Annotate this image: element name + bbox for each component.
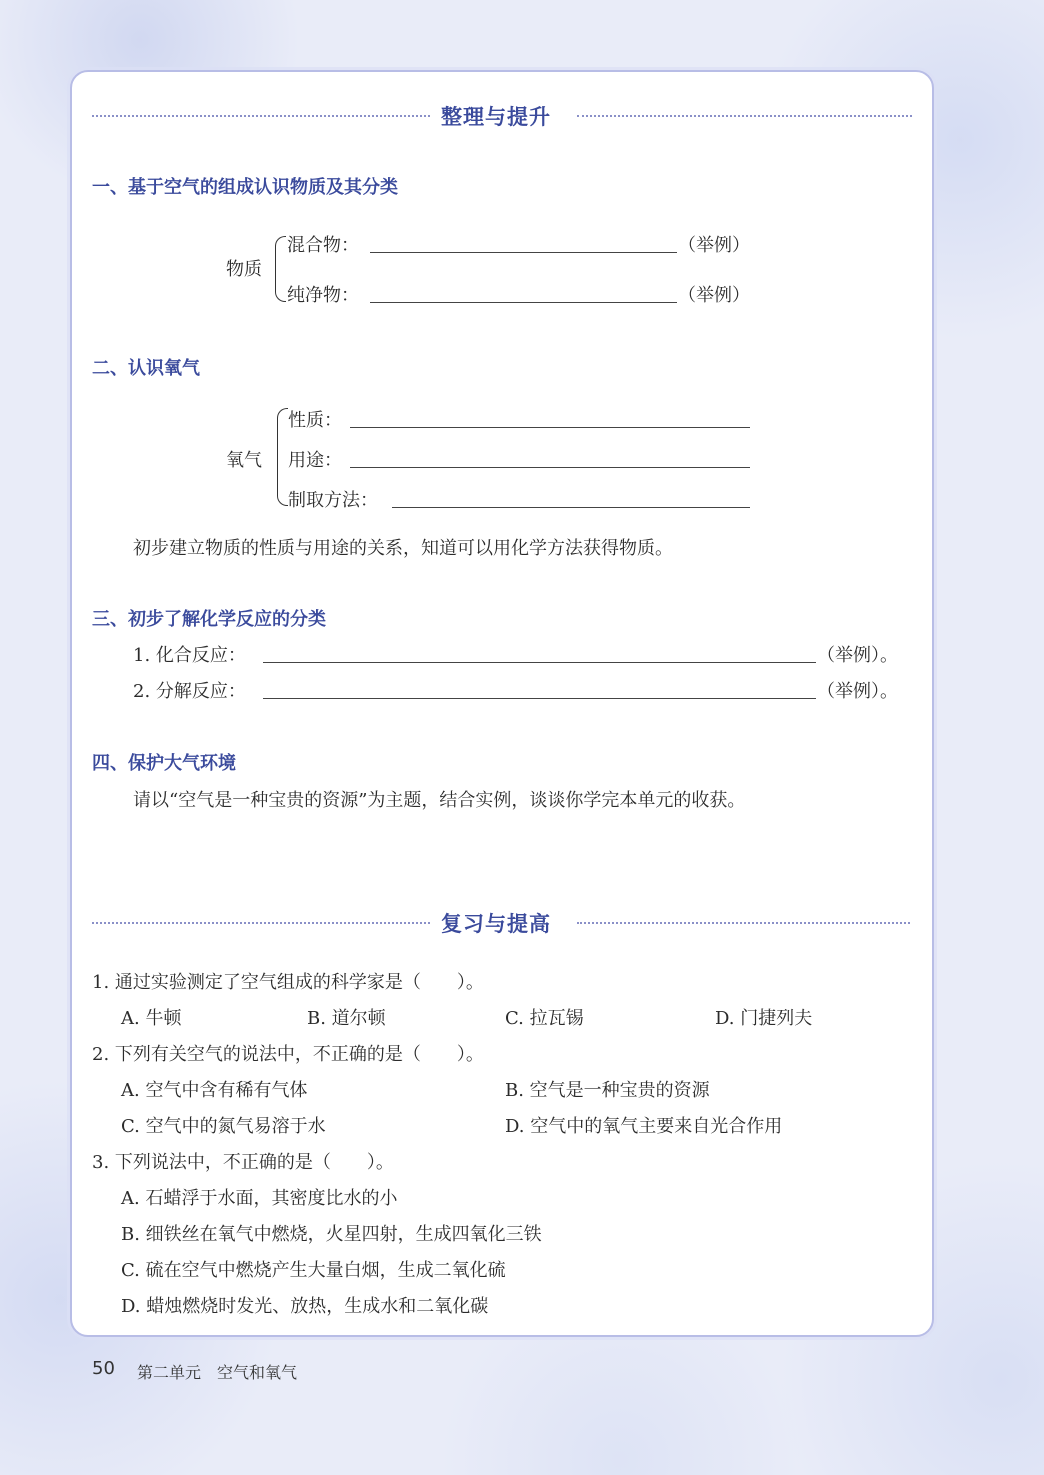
substance-label: 物质 xyxy=(226,259,262,280)
question-2-option-a[interactable]: A. 空气中含有稀有气体 xyxy=(121,1080,308,1101)
substance-brace xyxy=(275,236,286,302)
question-2-option-d[interactable]: D. 空气中的氧气主要来自光合作用 xyxy=(505,1116,783,1137)
section-title-summary: 整理与提升 xyxy=(441,105,551,129)
oxygen-method-label: 制取方法： xyxy=(288,490,378,511)
question-3-option-c[interactable]: C. 硫在空气中燃烧产生大量白烟，生成二氧化硫 xyxy=(121,1260,506,1281)
oxygen-use-blank[interactable] xyxy=(350,467,750,468)
heading-part-4: 四、保护大气环境 xyxy=(92,753,236,774)
oxygen-brace xyxy=(277,408,288,506)
essay-prompt: 请以“空气是一种宝贵的资源”为主题，结合实例，谈谈你学完本单元的收获。 xyxy=(133,790,746,811)
mixture-blank[interactable] xyxy=(370,252,677,253)
heading-part-2: 二、认识氧气 xyxy=(92,358,200,379)
title-divider-left xyxy=(92,115,430,117)
heading-part-3: 三、初步了解化学反应的分类 xyxy=(92,609,326,630)
reaction-decomposition-example: （举例）。 xyxy=(817,681,898,702)
page-number: 50 xyxy=(92,1358,115,1379)
mixture-example: （举例） xyxy=(678,235,750,256)
mixture-label: 混合物： xyxy=(287,235,359,256)
reaction-combination-example: （举例）。 xyxy=(817,645,898,666)
oxygen-method-blank[interactable] xyxy=(392,507,750,508)
heading-part-1: 一、基于空气的组成认识物质及其分类 xyxy=(92,177,398,198)
reaction-decomposition-label: 2. 分解反应： xyxy=(133,681,246,702)
question-2-option-c[interactable]: C. 空气中的氮气易溶于水 xyxy=(121,1116,326,1137)
title-divider-right-2 xyxy=(577,922,910,924)
note-text: 初步建立物质的性质与用途的关系，知道可以用化学方法获得物质。 xyxy=(133,538,673,559)
question-2-stem: 2. 下列有关空气的说法中，不正确的是（ ）。 xyxy=(92,1044,484,1065)
reaction-decomposition-blank[interactable] xyxy=(263,698,816,699)
oxygen-label: 氧气 xyxy=(226,450,262,471)
question-3-option-a[interactable]: A. 石蜡浮于水面，其密度比水的小 xyxy=(121,1188,398,1209)
question-3-option-d[interactable]: D. 蜡烛燃烧时发光、放热，生成水和二氧化碳 xyxy=(121,1296,489,1317)
title-divider-right xyxy=(577,115,912,117)
question-1-option-d[interactable]: D. 门捷列夫 xyxy=(715,1008,813,1029)
reaction-combination-label: 1. 化合反应： xyxy=(133,645,246,666)
oxygen-property-blank[interactable] xyxy=(350,427,750,428)
pure-label: 纯净物： xyxy=(287,285,359,306)
pure-example: （举例） xyxy=(678,285,750,306)
question-2-option-b[interactable]: B. 空气是一种宝贵的资源 xyxy=(505,1080,710,1101)
question-1-option-b[interactable]: B. 道尔顿 xyxy=(307,1008,386,1029)
oxygen-use-label: 用途： xyxy=(288,450,342,471)
section-title-review: 复习与提高 xyxy=(441,912,551,936)
question-3-option-b[interactable]: B. 细铁丝在氧气中燃烧，火星四射，生成四氧化三铁 xyxy=(121,1224,542,1245)
question-1-option-a[interactable]: A. 牛顿 xyxy=(121,1008,182,1029)
reaction-combination-blank[interactable] xyxy=(263,662,816,663)
question-3-stem: 3. 下列说法中，不正确的是（ ）。 xyxy=(92,1152,394,1173)
oxygen-property-label: 性质： xyxy=(288,410,342,431)
question-1-option-c[interactable]: C. 拉瓦锡 xyxy=(505,1008,584,1029)
unit-title: 第二单元 空气和氧气 xyxy=(137,1363,298,1382)
title-divider-left-2 xyxy=(92,922,430,924)
content-panel xyxy=(70,70,934,1337)
question-1-stem: 1. 通过实验测定了空气组成的科学家是（ ）。 xyxy=(92,972,484,993)
pure-blank[interactable] xyxy=(370,302,677,303)
